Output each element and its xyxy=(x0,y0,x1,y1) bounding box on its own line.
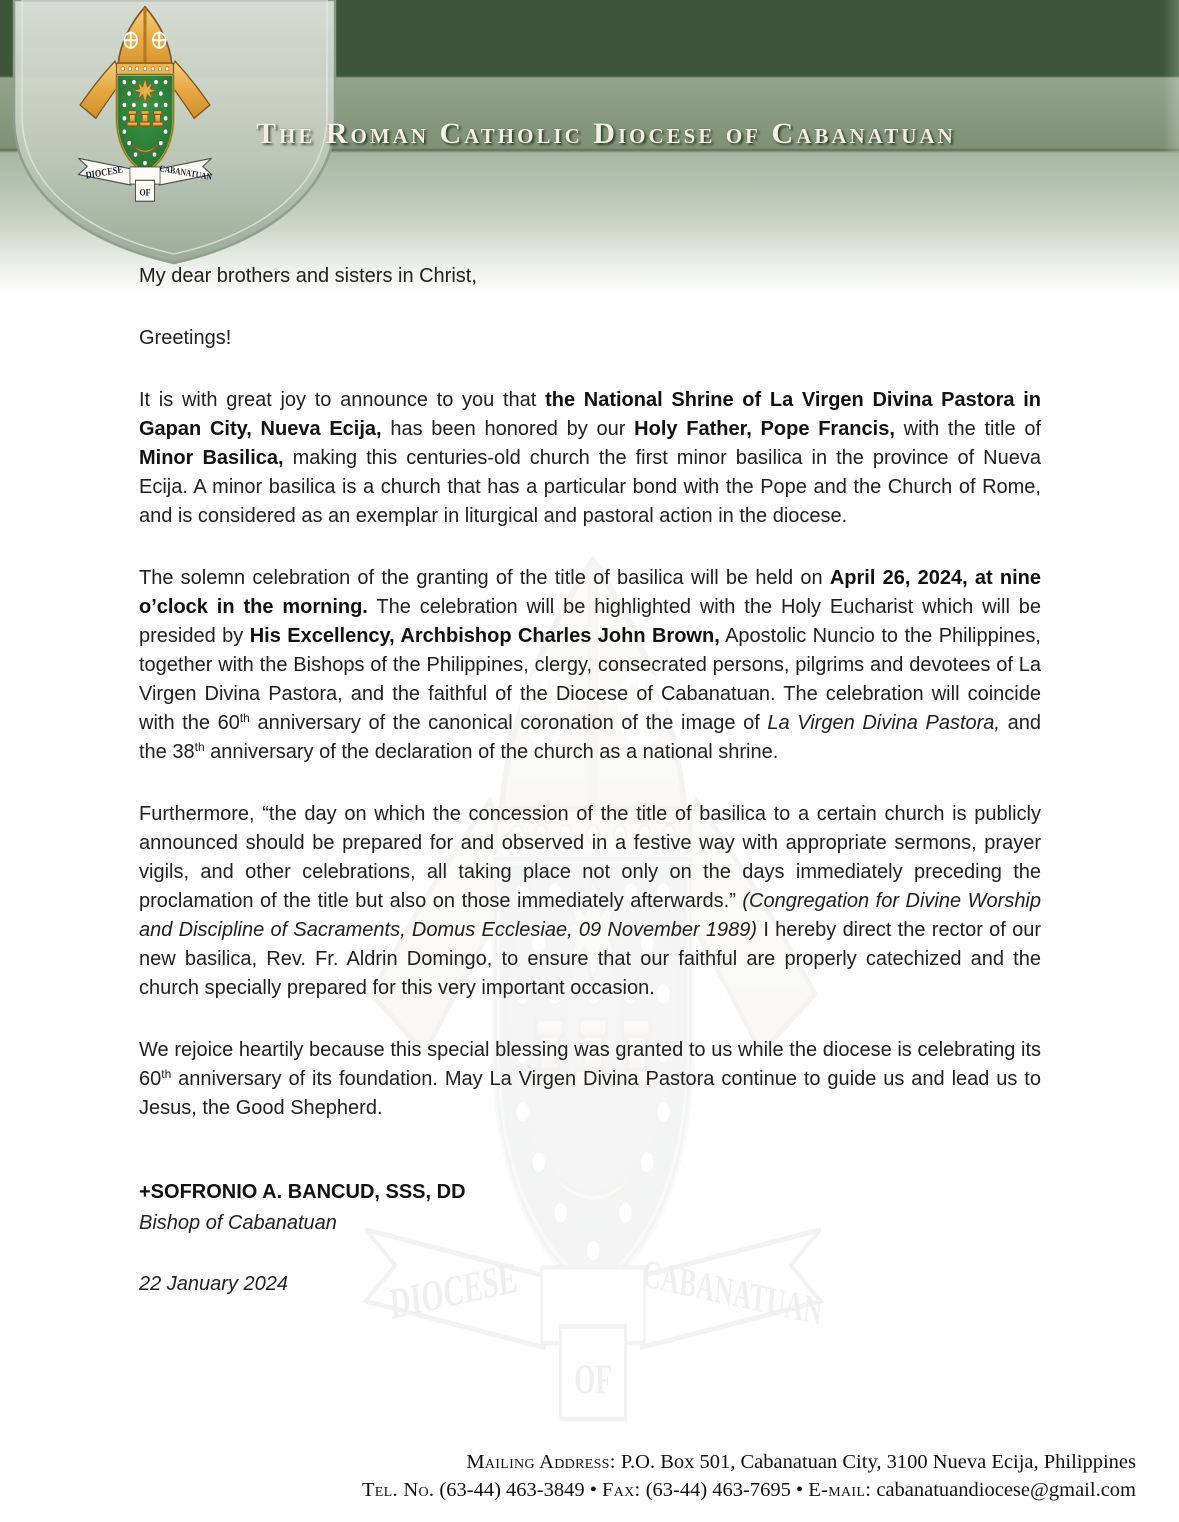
letterhead-right-sheen xyxy=(1163,0,1179,152)
diocese-coat-of-arms xyxy=(50,4,240,206)
paragraph-4: We rejoice heartily because this special blessing was granted to us while the diocese is celebrating its 60th anniversary of its foundation. May La Virgen Divina Pastora continue to guide us and lead us to Jesus, the Good Shepherd. xyxy=(139,1039,1041,1119)
letterhead-title: The Roman Catholic Diocese of Cabanatuan xyxy=(256,117,956,151)
paragraph-3: Furthermore, “the day on which the concession of the title of basilica to a certain church is publicly announced should be prepared for and observed in a festive way with appropriate sermons, prayer vigils, and other celebrations, all taking place not only on the days immediately preceding the proclamation of the title but also on those immediately afterwards.” (Congregation for Divine Worship and Discipline of Sacraments, Domus Ecclesiae, 09 November 1989) I hereby direct the rector of our new basilica, Rev. Fr. Aldrin Domingo, to ensure that our faithful are properly catechized and the church specially prepared for this very important occasion. xyxy=(139,803,1042,999)
letter-footer xyxy=(362,1448,1136,1504)
letter-date: 22 January 2024 xyxy=(139,1273,289,1295)
salutation: My dear brothers and sisters in Christ, xyxy=(139,265,477,287)
signature-block xyxy=(139,1178,1041,1299)
letter-body xyxy=(139,262,1041,1299)
letterhead xyxy=(0,0,1179,300)
paragraph-2: The solemn celebration of the granting of the title of basilica will be held on April 26, 2024, at nine o’clock in the morning. The celebration will be highlighted with the Holy Eucharist which will be presided by His Excellency, Archbishop Charles John Brown, Apostolic Nuncio to the Philippines, together with the Bishops of the Philippines, clergy, consecrated persons, pilgrims and devotees of La Virgen Divina Pastora, and the faithful of the Diocese of Cabanatuan. The celebration will coincide with the 60th anniversary of the canonical coronation of the image of La Virgen Divina Pastora, and the 38th anniversary of the declaration of the church as a national shrine. xyxy=(139,567,1042,763)
signatory-title: Bishop of Cabanatuan xyxy=(139,1212,337,1234)
greeting: Greetings! xyxy=(139,327,232,349)
signatory-name: +SOFRONIO A. BANCUD, SSS, DD xyxy=(139,1181,466,1203)
mailing-address-line: Mailing Address: P.O. Box 501, Cabanatuan City, 3100 Nueva Ecija, Philippines xyxy=(466,1451,1136,1473)
paragraph-1: It is with great joy to announce to you that the National Shrine of La Virgen Divina Pastora in Gapan City, Nueva Ecija, has been honored by our Holy Father, Pope Francis, with the title of Minor Basilica, making this centuries-old church the first minor basilica in the province of Nueva Ecija. A minor basilica is a church that has a particular bond with the Pope and the Church of Rome, and is considered as an exemplar in liturgical and pastoral action in the diocese. xyxy=(139,389,1042,527)
contact-line: Tel. No. (63-44) 463-3849 • Fax: (63-44) 463-7695 • E-mail: cabanatuandiocese@gmail.com xyxy=(361,1479,1136,1501)
